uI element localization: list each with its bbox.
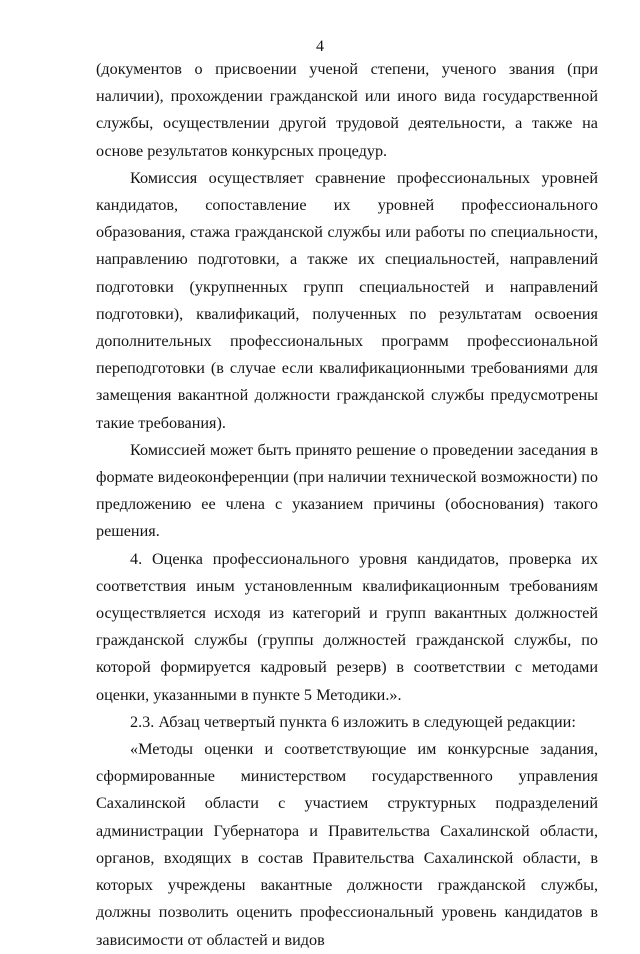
document-body — [96, 56, 598, 954]
paragraph-item-4: 4. Оценка профессионального уровня кандидатов, проверка их соответствия иным установленным квалификационным требованиям осуществляется исходя из категорий и групп вакантных должностей гражданской службы (группы должностей гражданской службы, по которой формируется кадровый резерв) в соответствии с методами оценки, указанными в пункте 5 Методики.». — [96, 549, 598, 704]
paragraph-videoconference: Комиссией может быть принято решение о проведении заседания в формате видеоконференции (при наличии технической возможности) по предложению ее члена с указанием причины (обоснования) такого решения. — [96, 440, 598, 541]
paragraph-item-2-3: 2.3. Абзац четвертый пункта 6 изложить в следующей редакции: — [130, 712, 576, 731]
paragraph-assessment-methods: «Методы оценки и соответствующие им конкурсные задания, сформированные министерством государственного управления Сахалинской области с участием структурных подразделений администрации Губернатора и Правительства Сахалинской области, органов, входящих в состав Правительства Сахалинской области, в которых учреждены вакантные должности гражданской службы, должны позволить оценить профессиональный уровень кандидатов в зависимости от областей и видов — [96, 740, 598, 949]
paragraph-documents: (документов о присвоении ученой степени, ученого звания (при наличии), прохождении гражданской или иного вида государственной службы, осуществлении другой трудовой деятельности, а также на основе результатов конкурсных процедур. — [96, 60, 598, 160]
paragraph-commission-comparison: Комиссия осуществляет сравнение профессиональных уровней кандидатов, сопоставление их уровней профессионального образования, стажа гражданской службы или работы по специальности, направлению подготовки, а также их специальностей, направлений подготовки (укрупненных групп специальностей и направлений подготовки), квалификаций, полученных по результатам освоения дополнительных профессиональных программ профессиональной переподготовки (в случае если квалификационными требованиями для замещения вакантной должности гражданской службы предусмотрены такие требования). — [96, 168, 598, 432]
page-number: 4 — [316, 38, 324, 55]
